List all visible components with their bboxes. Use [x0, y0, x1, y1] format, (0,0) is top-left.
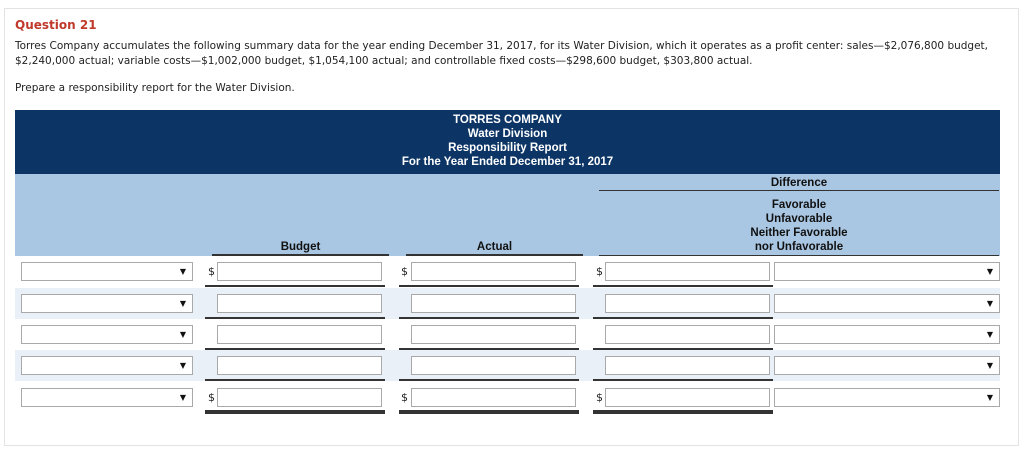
underline [399, 285, 579, 287]
underline [593, 285, 773, 287]
actual-input[interactable] [411, 325, 576, 344]
company-name: TORRES COMPANY [453, 114, 562, 126]
report-row [15, 382, 1000, 413]
report-header [15, 110, 1000, 174]
double-underline [399, 410, 579, 414]
dropdown-arrow-icon: ▼ [179, 267, 186, 276]
difference-input[interactable] [605, 388, 770, 407]
currency-symbol: $ [401, 391, 408, 404]
report-row [15, 288, 1000, 319]
difference-input[interactable] [605, 262, 770, 281]
dropdown-arrow-icon: ▼ [179, 361, 186, 370]
favorability-column-label [599, 198, 999, 257]
actual-column-label: Actual [406, 241, 583, 256]
column-header [15, 174, 1000, 256]
difference-input[interactable] [605, 294, 770, 313]
underline [399, 379, 579, 381]
budget-input[interactable] [217, 325, 382, 344]
report-row [15, 256, 1000, 287]
line-item-select[interactable] [21, 388, 193, 407]
dropdown-arrow-icon: ▼ [179, 330, 186, 339]
line-item-select[interactable] [21, 356, 193, 375]
favorability-select[interactable] [774, 388, 1000, 407]
fav-line: Neither Favorable [750, 227, 848, 239]
report-title: Responsibility Report [448, 142, 567, 154]
currency-symbol: $ [596, 265, 603, 278]
difference-input[interactable] [605, 356, 770, 375]
question-card [4, 8, 1019, 446]
question-title: Question 21 [15, 18, 97, 32]
currency-symbol: $ [401, 265, 408, 278]
difference-input[interactable] [605, 325, 770, 344]
currency-symbol: $ [208, 265, 215, 278]
favorability-select[interactable] [774, 262, 1000, 281]
line-item-select[interactable] [21, 294, 193, 313]
favorability-select[interactable] [774, 294, 1000, 313]
budget-column-label: Budget [212, 241, 389, 256]
dropdown-arrow-icon: ▼ [179, 393, 186, 402]
underline [205, 285, 385, 287]
report-row [15, 319, 1000, 350]
fav-line: Favorable [771, 199, 827, 211]
fav-line: Unfavorable [765, 213, 833, 225]
actual-input[interactable] [411, 388, 576, 407]
report-period: For the Year Ended December 31, 2017 [401, 156, 614, 168]
favorability-select[interactable] [774, 356, 1000, 375]
budget-input[interactable] [217, 356, 382, 375]
question-prompt: Prepare a responsibility report for the Water Division. [15, 82, 295, 94]
report-row [15, 350, 1000, 381]
actual-input[interactable] [411, 294, 576, 313]
actual-input[interactable] [411, 356, 576, 375]
budget-input[interactable] [217, 262, 382, 281]
budget-input[interactable] [217, 388, 382, 407]
difference-column-label: Difference [599, 177, 999, 191]
dropdown-arrow-icon: ▼ [986, 267, 993, 276]
underline [593, 379, 773, 381]
division-name: Water Division [467, 128, 548, 140]
dropdown-arrow-icon: ▼ [986, 393, 993, 402]
favorability-select[interactable] [774, 325, 1000, 344]
dropdown-arrow-icon: ▼ [986, 299, 993, 308]
actual-input[interactable] [411, 262, 576, 281]
line-item-select[interactable] [21, 325, 193, 344]
underline [205, 379, 385, 381]
budget-input[interactable] [217, 294, 382, 313]
double-underline [593, 410, 773, 414]
dropdown-arrow-icon: ▼ [179, 299, 186, 308]
line-item-select[interactable] [21, 262, 193, 281]
currency-symbol: $ [596, 391, 603, 404]
dropdown-arrow-icon: ▼ [986, 361, 993, 370]
fav-line: nor Unfavorable [754, 241, 844, 253]
question-text: Torres Company accumulates the following summary data for the year ending December 31, 2017, for its Water Division, which it operates as a profit center: sales—$2,076,800 budget, $2,240,000 actual; variable costs—$1,002,000 budget, $1,054,100 actual; and controllable fixed costs—$298,600 budget, $303,800 actual. [15, 40, 989, 67]
double-underline [205, 410, 385, 414]
currency-symbol: $ [208, 391, 215, 404]
dropdown-arrow-icon: ▼ [986, 330, 993, 339]
